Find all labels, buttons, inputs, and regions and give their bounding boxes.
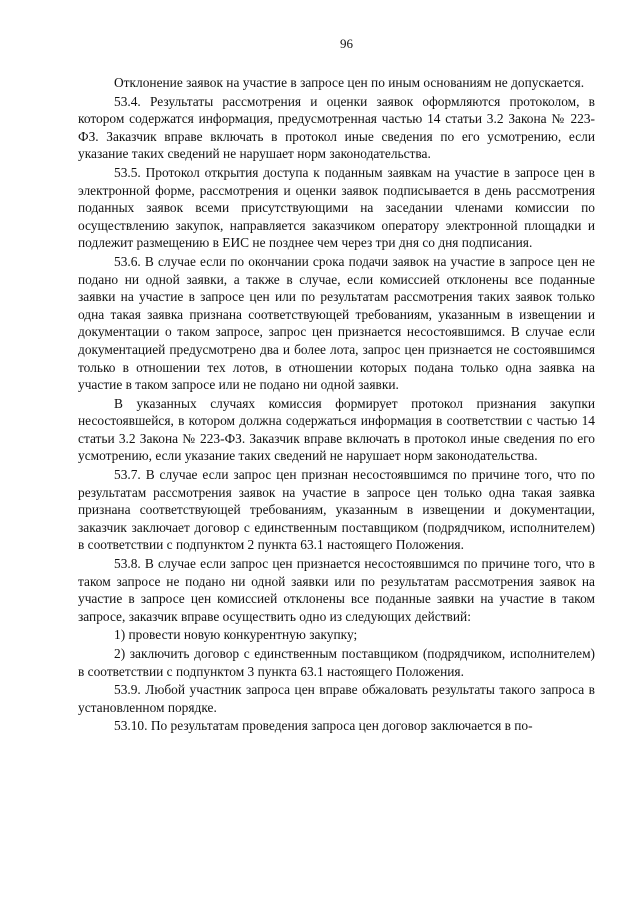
list-item-single-supplier: 2) заключить договор с единственным поставщиком (подрядчиком, исполнителем) в соответствии с подпунктом 3 пункта 63.1 настоящего Положения.: [78, 646, 595, 679]
paragraph-53-9: 53.9. Любой участник запроса цен вправе обжаловать результаты такого запроса в установленном порядке.: [78, 682, 595, 715]
paragraph-53-8: 53.8. В случае если запрос цен признается несостоявшимся по причине того, что в таком запросе не подано ни одной заявки или по результатам рассмотрения заявок на участие в запросе цен комиссией отклонены все поданные заявки на участие в таком запросе, заказчик вправе осуществить одно из следующих действий:: [78, 556, 595, 624]
paragraph-failed-procurement-protocol: В указанных случаях комиссия формирует протокол признания закупки несостоявшейся, в котором должна содержаться информация в соответствии с частью 14 статьи 3.2 Закона № 223-ФЗ. Заказчик вправе включать в протокол иные сведения по его усмотрению, если указание таких сведений не нарушает норм законодательства.: [78, 395, 595, 464]
paragraph-53-4: 53.4. Результаты рассмотрения и оценки заявок оформляются протоколом, в котором содержатся информация, предусмотренная частью 14 статьи 3.2 Закона № 223-ФЗ. Заказчик вправе включать в протокол иные сведения по его усмотрению, если указание таких сведений не нарушает норм законодательства.: [78, 93, 595, 162]
paragraph-53-7: 53.7. В случае если запрос цен признан несостоявшимся по причине того, что по результатам рассмотрения заявок на участие в запросе цен только одна такая заявка признана соответствующей требованиям, указанным в извещении и документации, заказчик заключает договор с единственным поставщиком (подрядчиком, исполнителем) в соответствии с подпунктом 2 пункта 63.1 настоящего Положения.: [78, 467, 595, 553]
paragraph-53-6: 53.6. В случае если по окончании срока подачи заявок на участие в запросе цен не подано ни одной заявки, а также в случае, если комиссией отклонены все поданные заявки на участие в запросе цен или по результатам рассмотрения таких заявок только одна такая заявка признана соответствующей требованиям, указанным в извещении и документации о таком запросе, запрос цен признается несостоявшимся. В случае если документацией предусмотрено два и более лота, запрос цен признается не состоявшимся только в отношении тех лотов, в отношении которых подана только одна заявка на участие в таком запросе или не подано ни одной заявки.: [78, 253, 595, 393]
paragraph-53-5: 53.5. Протокол открытия доступа к поданным заявкам на участие в запросе цен в электронной форме, рассмотрения и оценки заявок подписывается в день рассмотрения поданных заявок всеми присутствующими на заседании членами комиссии по осуществлению закупок, направляется заказчиком оператору электронной площадки и подлежит размещению в ЕИС не позднее чем через три дня со дня подписания.: [78, 164, 595, 251]
list-item-new-procurement: 1) провести новую конкурентную закупку;: [114, 627, 358, 643]
paragraph-rejection-note: Отклонение заявок на участие в запросе цен по иным основаниям не допускается.: [114, 75, 585, 90]
page-number: 96: [340, 36, 353, 51]
paragraph-53-10: 53.10. По результатам проведения запроса цен договор заключается в по-: [114, 718, 533, 734]
